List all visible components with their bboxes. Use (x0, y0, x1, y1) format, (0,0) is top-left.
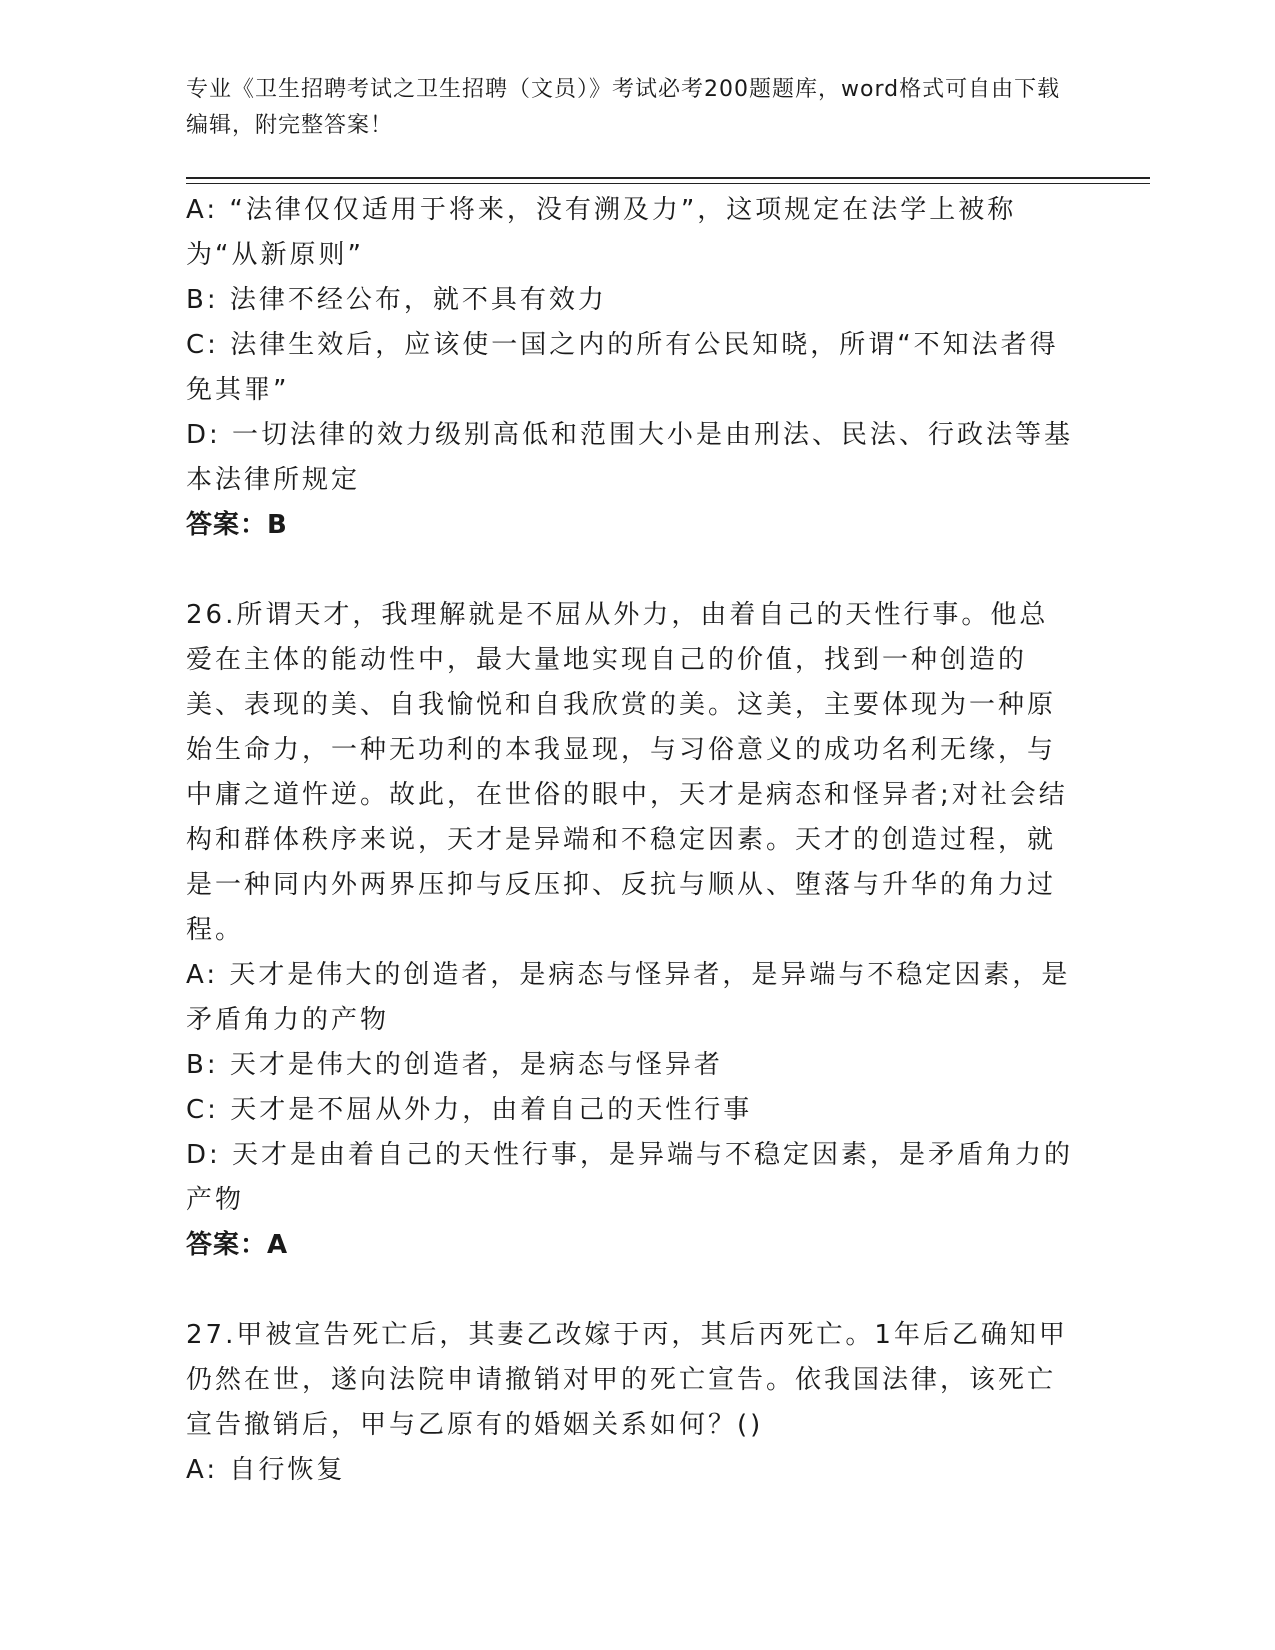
question-stem: 27.甲被宣告死亡后，其妻乙改嫁于丙，其后丙死亡。1年后乙确知甲仍然在世，遂向法院申请撤销对甲的死亡宣告。依我国法律，该死亡宣告撤销后，甲与乙原有的婚姻关系如何？() (186, 1320, 1068, 1440)
question-27 (186, 1313, 1076, 1493)
header-rule-thin (186, 183, 1150, 184)
question-spacer (186, 1268, 1076, 1313)
option-b: B: 法律不经公布，就不具有效力 (186, 285, 607, 315)
header-text: 专业《卫生招聘考试之卫生招聘（文员）》考试必考200题题库，word格式可自由下载编辑，附完整答案！ (186, 77, 1061, 138)
header-rule-thick (186, 177, 1150, 179)
option-d: D: 天才是由着自己的天性行事，是异端与不稳定因素，是矛盾角力的产物 (186, 1140, 1074, 1215)
option-b: B: 天才是伟大的创造者，是病态与怪异者 (186, 1050, 723, 1080)
answer-line: 答案：B (186, 510, 288, 540)
option-c: C: 法律生效后，应该使一国之内的所有公民知晓，所谓“不知法者得免其罪” (186, 330, 1059, 405)
option-a: A: 自行恢复 (186, 1455, 346, 1485)
option-c: C: 天才是不屈从外力，由着自己的天性行事 (186, 1095, 753, 1125)
question-number: 26. (186, 600, 237, 630)
document-body (186, 188, 1076, 1493)
question-stem: 26.所谓天才，我理解就是不屈从外力，由着自己的天性行事。他总爱在主体的能动性中，最大量地实现自己的价值，找到一种创造的美、表现的美、自我愉悦和自我欣赏的美。这美，主要体现为一种原始生命力，一种无功利的本我显现，与习俗意义的成功名利无缘，与中庸之道忤逆。故此，在世俗的眼中，天才是病态和怪异者;对社会结构和群体秩序来说，天才是异端和不稳定因素。天才的创造过程，就是一种同内外两界压抑与反压抑、反抗与顺从、堕落与升华的角力过程。 (186, 600, 1068, 945)
question-spacer (186, 548, 1076, 593)
question-25 (186, 188, 1076, 548)
document-header (186, 72, 1066, 144)
option-a: A: 天才是伟大的创造者，是病态与怪异者，是异端与不稳定因素，是矛盾角力的产物 (186, 960, 1071, 1035)
answer-value: A (267, 1230, 289, 1260)
option-d: D: 一切法律的效力级别高低和范围大小是由刑法、民法、行政法等基本法律所规定 (186, 420, 1074, 495)
option-a: A: “法律仅仅适用于将来，没有溯及力”，这项规定在法学上被称为“从新原则” (186, 195, 1017, 270)
answer-value: B (267, 510, 288, 540)
answer-line: 答案：A (186, 1230, 289, 1260)
question-26 (186, 593, 1076, 1268)
question-number: 27. (186, 1320, 237, 1350)
